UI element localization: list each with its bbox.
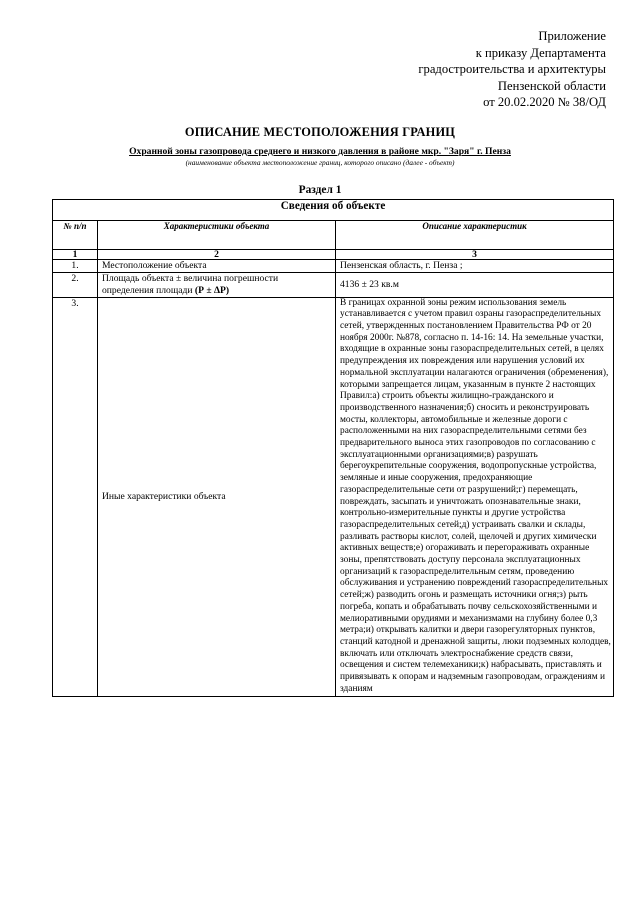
row-number: 1. [53, 260, 98, 273]
column-header-description: Описание характеристик [336, 221, 614, 250]
row-characteristic: Иные характеристики объекта [98, 297, 336, 696]
column-index-row [53, 250, 614, 260]
table-header-row [53, 221, 614, 250]
row-description: 4136 ± 23 кв.м [336, 272, 614, 297]
table-caption-row [53, 200, 614, 221]
header-line: градостроительства и архитектуры [418, 62, 606, 77]
order-reference-block [418, 28, 606, 111]
column-index: 3 [336, 250, 614, 260]
row-characteristic [98, 272, 336, 297]
row-number: 3. [53, 297, 98, 696]
section-title: Раздел 1 [298, 184, 342, 196]
column-index: 2 [98, 250, 336, 260]
column-header-num: № п/п [53, 221, 98, 250]
column-header-characteristic: Характеристики объекта [98, 221, 336, 250]
document-title: ОПИСАНИЕ МЕСТОПОЛОЖЕНИЯ ГРАНИЦ [184, 125, 456, 139]
table-caption: Сведения об объекте [53, 200, 614, 221]
table-row [53, 297, 614, 696]
document-subtitle: Охранной зоны газопровода среднего и низкого давления в районе мкр. "Заря" г. Пенза [129, 146, 511, 157]
table-row [53, 260, 614, 273]
header-line: к приказу Департамента [475, 45, 606, 60]
header-line: от 20.02.2020 № 38/ОД [483, 95, 606, 110]
row-description: В границах охранной зоны режим использования земель устанавливается с учетом правил озраны газораспределительных сетей, утвержденных постановлением Правительства РФ от 20 ноября 2000г. №878, согласно п. 14-16: 14. На земельные участки, входящие в охранные зоны газораспределительных сетей, в целях предупреждения их повреждения или нарушения условий их нормальной эксплуатации налагаются ограничения (обременения), которыми запрещается лицам, указанным в пункте 2 настоящих Правил:а) строить объекты жилищно-гражданского и производственного назначения;б) сносить и реконструировать мосты, коллекторы, автомобильные и железные дороги с расположенными на них газораспределительными сетями без предварительного выноса этих газопроводов по согласованию с эксплуатационными организациями;в) разрушать берегоукрепительные сооружения, водопропускные устройства, земляные и иные сооружения, предохраняющие газораспределительные сети от разрушений;г) перемещать, повреждать, засыпать и уничтожать опознавательные знаки, контрольно-измерительные пункты и другие устройства газораспределительных сетей;д) устраивать свалки и склады, разливать растворы кислот, солей, щелочей и других химически активных веществ;е) огораживать и перегораживать охранные зоны, препятствовать доступу персонала эксплуатационных организаций к газораспределительным сетям, проведению обслуживания и устранению повреждений газораспределительных сетей;ж) разводить огонь и размещать источники огня;з) рыть погреба, копать и обрабатывать почву сельскохозяйственными и мелиоративными орудиями и механизмами на глубину более 0,3 метра;и) открывать калитки и двери газорегуляторных пунктов, станций катодной и дренажной защиты, люки подземных колодцев, включать или отключать электроснабжение средств связи, освещения и систем телемеханики;к) набрасывать, приставлять и привязывать к опорам и надземным газопроводам, ограждениям и зданиям [336, 297, 614, 696]
row-characteristic: Местоположение объекта [98, 260, 336, 273]
header-line: Пензенской области [497, 78, 606, 93]
row-characteristic-formula: (Р ± ΔР) [194, 284, 230, 296]
document-subtitle-note: (наименование объекта местоположение границ, которого описано (далее - объект) [185, 158, 455, 167]
row-characteristic-text: Площадь объекта ± величина погрешности определения площади [102, 272, 279, 296]
row-number: 2. [53, 272, 98, 297]
column-index: 1 [53, 250, 98, 260]
header-line: Приложение [538, 29, 606, 43]
table-row [53, 272, 614, 297]
row-description: Пензенская область, г. Пенза ; [336, 260, 614, 273]
object-info-table [52, 199, 614, 697]
